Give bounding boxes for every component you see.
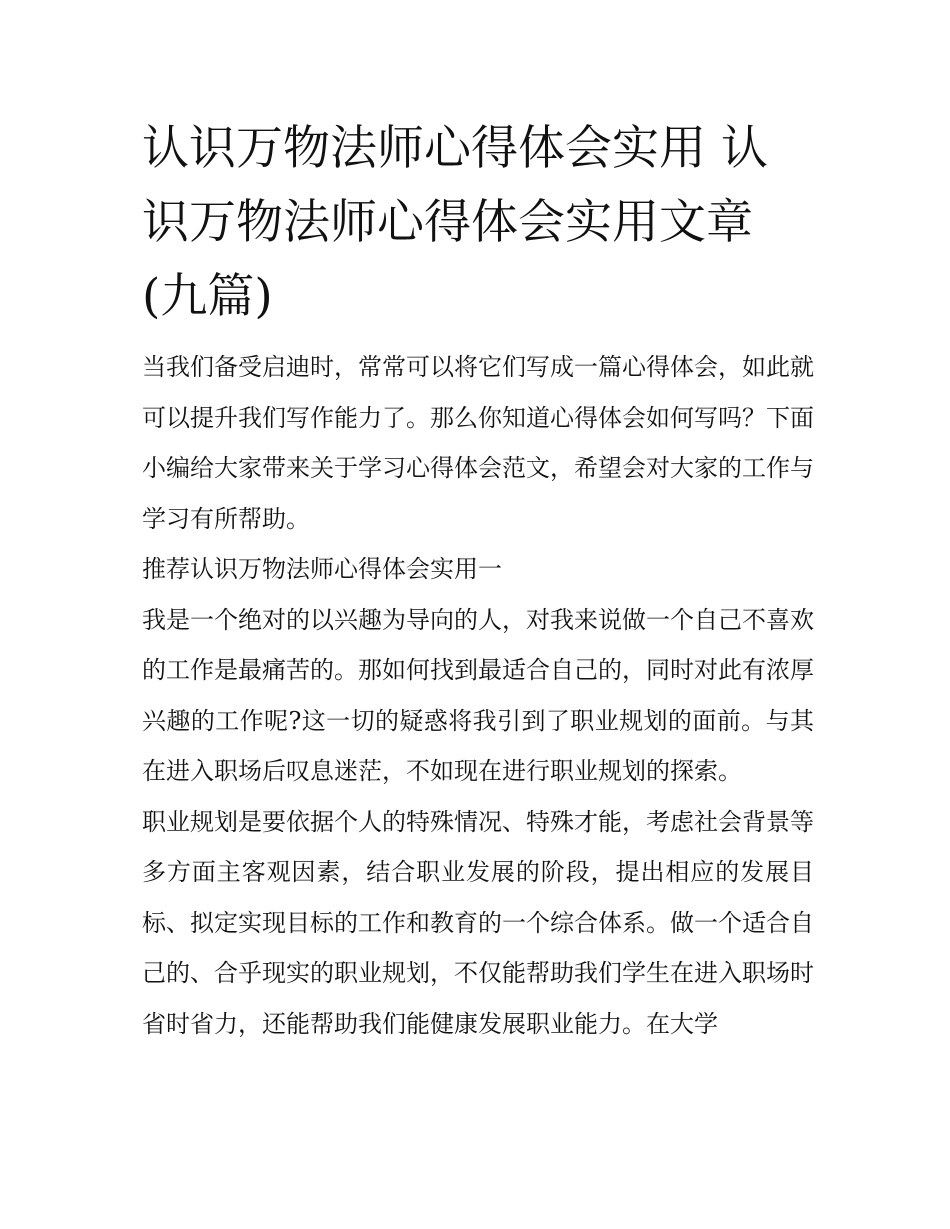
document-page bbox=[142, 112, 814, 1049]
document-title: 认识万物法师心得体会实用 认识万物法师心得体会实用文章(九篇) bbox=[142, 121, 768, 324]
body-paragraph-2: 职业规划是要依据个人的特殊情况、特殊才能，考虑社会背景等多方面主客观因素，结合职业发展的阶段，提出相应的发展目标、拟定实现目标的工作和教育的一个综合体系。做一个适合自己的、合乎现实的职业规划，不仅能帮助我们学生在进入职场时省时省力，还能帮助我们能健康发展职业能力。在大学 bbox=[142, 807, 814, 1038]
intro-paragraph: 当我们备受启迪时，常常可以将它们写成一篇心得体会，如此就可以提升我们写作能力了。那么你知道心得体会如何写吗？下面小编给大家带来关于学习心得体会范文，希望会对大家的工作与学习有所帮助。 bbox=[142, 353, 814, 533]
body-paragraph-1: 我是一个绝对的以兴趣为导向的人，对我来说做一个自己不喜欢的工作是最痛苦的。那如何找到最适合自己的，同时对此有浓厚兴趣的工作呢?这一切的疑惑将我引到了职业规划的面前。与其在进入职场后叹息迷茫，不如现在进行职业规划的探索。 bbox=[142, 605, 814, 785]
section-heading: 推荐认识万物法师心得体会实用一 bbox=[142, 555, 502, 583]
